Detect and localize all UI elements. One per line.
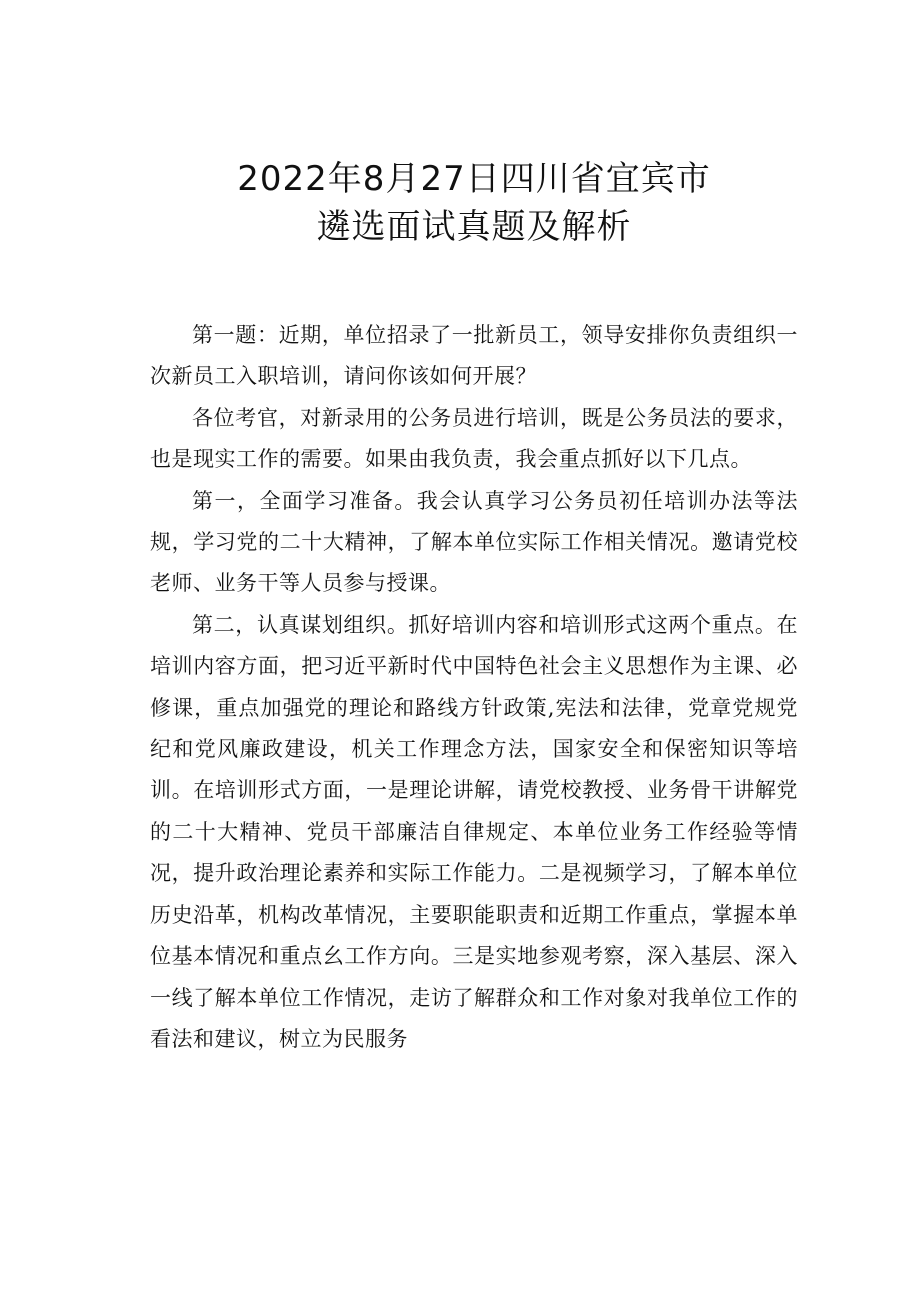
paragraph-point-2: 第二，认真谋划组织。抓好培训内容和培训形式这两个重点。在培训内容方面，把习近平新时代中国特色社会主义思想作为主课、必修课，重点加强党的理论和路线方针政策,宪法和法律，党章党规党纪和党风廉政建设，机关工作理念方法，国家安全和保密知识等培训。在培训形式方面，一是理论讲解，请党校教授、业务骨干讲解党的二十大精神、党员干部廉洁自律规定、本单位业务工作经验等情况，提升政治理论素养和实际工作能力。二是视频学习，了解本单位历史沿革，机构改革情况，主要职能职责和近期工作重点，掌握本单位基本情况和重点幺工作方向。三是实地参观考察，深入基层、深入一线了解本单位工作情况，走访了解群众和工作对象对我单位工作的看法和建议，树立为民服务 [150,612,798,1051]
document-body [150,315,798,1060]
paragraph-question: 第一题：近期，单位招录了一批新员工，领导安排你负责组织一次新员工入职培训，请问你该如何开展？ [150,323,798,389]
paragraph-point-1: 第一，全面学习准备。我会认真学习公务员初任培训办法等法规，学习党的二十大精神，了解本单位实际工作相关情况。邀请党校老师、业务干等人员参与授课。 [150,488,798,596]
document-title [150,155,798,251]
title-line-1: 2022年8月27日四川省宜宾市 [237,159,711,199]
title-line-2: 遴选面试真题及解析 [316,207,632,247]
paragraph-intro: 各位考官，对新录用的公务员进行培训，既是公务员法的要求，也是现实工作的需要。如果由我负责，我会重点抓好以下几点。 [150,405,798,472]
